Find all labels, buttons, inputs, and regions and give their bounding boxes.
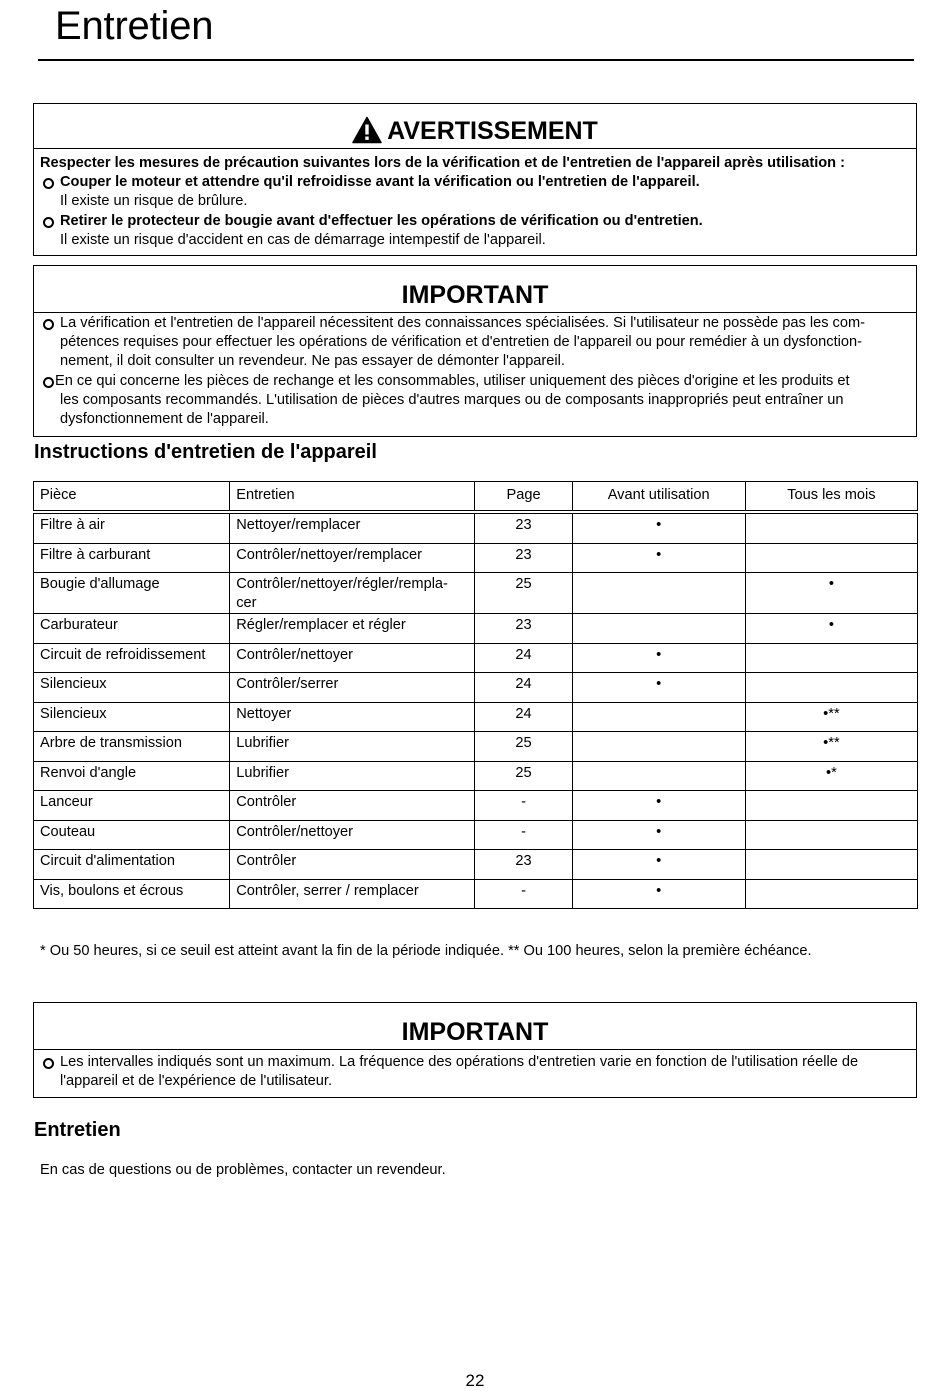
- cell-avant-utilisation: •: [572, 850, 745, 880]
- cell-page: 24: [475, 673, 572, 703]
- important-body: [34, 313, 916, 435]
- cell-piece: Silencieux: [34, 702, 230, 732]
- cell-avant-utilisation: [572, 614, 745, 644]
- important-item: [40, 1053, 910, 1072]
- cell-entretien: Régler/remplacer et régler: [230, 614, 475, 644]
- important-item: [40, 314, 910, 333]
- important-box: [33, 1002, 917, 1098]
- table-row: [34, 673, 918, 703]
- important-box: [33, 265, 917, 437]
- table-body: [34, 512, 918, 909]
- column-header: Avant utilisation: [572, 482, 745, 513]
- column-header: Pièce: [34, 482, 230, 513]
- circle-bullet-icon: [40, 372, 55, 391]
- important-header: [34, 1003, 916, 1050]
- cell-avant-utilisation: •: [572, 643, 745, 673]
- cell-avant-utilisation: •: [572, 543, 745, 573]
- table-row: [34, 850, 918, 880]
- cell-page: 24: [475, 643, 572, 673]
- cell-piece: Couteau: [34, 820, 230, 850]
- cell-entretien: Lubrifier: [230, 761, 475, 791]
- cell-entretien: Lubrifier: [230, 732, 475, 762]
- important-heading: IMPORTANT: [401, 281, 549, 309]
- cell-page: 25: [475, 732, 572, 762]
- important-text: En ce qui concerne les pièces de rechange et les consommables, utiliser uniquement des pièces d'origine et les produits et: [55, 372, 850, 389]
- important-heading: IMPORTANT: [401, 1018, 549, 1046]
- cell-page: -: [475, 879, 572, 909]
- important-text: pétences requises pour effectuer les opérations de vérification et d'entretien de l'appareil ou pour remédier à un dysfonction-: [60, 334, 862, 351]
- table-row: [34, 702, 918, 732]
- table-row: [34, 879, 918, 909]
- table-row: [34, 573, 918, 614]
- section-heading-instructions: Instructions d'entretien de l'appareil: [34, 441, 377, 463]
- cell-tous-les-mois: [745, 512, 917, 543]
- warning-item: [40, 212, 910, 231]
- table-header-row: [34, 482, 918, 513]
- cell-piece: Arbre de transmission: [34, 732, 230, 762]
- warning-header: [34, 104, 916, 149]
- circle-bullet-icon: [40, 1053, 60, 1072]
- cell-entretien: Contrôler: [230, 791, 475, 821]
- cell-tous-les-mois: [745, 643, 917, 673]
- cell-piece: Circuit d'alimentation: [34, 850, 230, 880]
- cell-tous-les-mois: [745, 850, 917, 880]
- warning-item-text: Il existe un risque de brûlure.: [60, 193, 248, 210]
- cell-page: 25: [475, 761, 572, 791]
- cell-page: 23: [475, 614, 572, 644]
- cell-piece: Lanceur: [34, 791, 230, 821]
- cell-entretien: Contrôler/nettoyer/remplacer: [230, 543, 475, 573]
- cell-avant-utilisation: [572, 732, 745, 762]
- cell-tous-les-mois: •**: [745, 702, 917, 732]
- cell-piece: Bougie d'allumage: [34, 573, 230, 614]
- cell-entretien: Nettoyer: [230, 702, 475, 732]
- cell-avant-utilisation: •: [572, 791, 745, 821]
- column-header: Page: [475, 482, 572, 513]
- cell-tous-les-mois: •**: [745, 732, 917, 762]
- column-header: Entretien: [230, 482, 475, 513]
- cell-piece: Filtre à air: [34, 512, 230, 543]
- warning-item-bold: Couper le moteur et attendre qu'il refroidisse avant la vérification ou l'entretien de l'appareil.: [60, 174, 700, 191]
- circle-bullet-icon: [40, 212, 60, 231]
- table-row: [34, 732, 918, 762]
- table-row: [34, 614, 918, 644]
- table-row: [34, 820, 918, 850]
- cell-avant-utilisation: [572, 573, 745, 614]
- warning-intro: Respecter les mesures de précaution suivantes lors de la vérification et de l'entretien de l'appareil après utilisation :: [40, 155, 846, 171]
- cell-piece: Vis, boulons et écrous: [34, 879, 230, 909]
- section-heading-entretien: Entretien: [34, 1119, 121, 1141]
- cell-piece: Circuit de refroidissement: [34, 643, 230, 673]
- important-text: l'appareil et de l'expérience de l'utilisateur.: [60, 1073, 333, 1090]
- column-header: Tous les mois: [745, 482, 917, 513]
- cell-page: -: [475, 791, 572, 821]
- cell-tous-les-mois: •: [745, 614, 917, 644]
- warning-item-bold: Retirer le protecteur de bougie avant d'effectuer les opérations de vérification ou d'entretien.: [60, 212, 703, 229]
- maintenance-table: [33, 481, 918, 909]
- circle-bullet-icon: [40, 173, 60, 192]
- warning-triangle-icon: [352, 116, 382, 144]
- cell-page: 23: [475, 543, 572, 573]
- important-body: [34, 1050, 916, 1097]
- warning-heading: AVERTISSEMENT: [387, 117, 598, 145]
- table-row: [34, 761, 918, 791]
- cell-tous-les-mois: •*: [745, 761, 917, 791]
- cell-entretien: Contrôler, serrer / remplacer: [230, 879, 475, 909]
- cell-avant-utilisation: •: [572, 820, 745, 850]
- page-number: 22: [465, 1371, 485, 1390]
- important-item: [40, 372, 910, 391]
- important-header: [34, 266, 916, 313]
- important-text: dysfonctionnement de l'appareil.: [60, 411, 269, 428]
- table-footnote: * Ou 50 heures, si ce seuil est atteint avant la fin de la période indiquée. ** Ou 100 heures, selon la première échéance.: [40, 943, 812, 959]
- cell-avant-utilisation: [572, 702, 745, 732]
- cell-avant-utilisation: [572, 761, 745, 791]
- cell-tous-les-mois: [745, 820, 917, 850]
- warning-item-text: Il existe un risque d'accident en cas de démarrage intempestif de l'appareil.: [60, 231, 546, 248]
- table-row: [34, 543, 918, 573]
- cell-page: 23: [475, 512, 572, 543]
- cell-tous-les-mois: [745, 879, 917, 909]
- important-text: nement, il doit consulter un revendeur. Ne pas essayer de démonter l'appareil.: [60, 353, 565, 370]
- cell-avant-utilisation: •: [572, 512, 745, 543]
- cell-entretien: Contrôler/nettoyer/régler/rempla- cer: [230, 573, 475, 614]
- circle-bullet-icon: [40, 314, 60, 333]
- cell-avant-utilisation: •: [572, 879, 745, 909]
- cell-page: 25: [475, 573, 572, 614]
- cell-piece: Carburateur: [34, 614, 230, 644]
- cell-entretien: Contrôler/nettoyer: [230, 820, 475, 850]
- cell-tous-les-mois: [745, 673, 917, 703]
- cell-tous-les-mois: [745, 791, 917, 821]
- cell-piece: Silencieux: [34, 673, 230, 703]
- cell-entretien: Contrôler/serrer: [230, 673, 475, 703]
- page-title: Entretien: [55, 4, 214, 48]
- cell-entretien: Contrôler/nettoyer: [230, 643, 475, 673]
- cell-page: 24: [475, 702, 572, 732]
- warning-box: [33, 103, 917, 256]
- entretien-text: En cas de questions ou de problèmes, contacter un revendeur.: [40, 1162, 446, 1178]
- table-row: [34, 643, 918, 673]
- important-text: Les intervalles indiqués sont un maximum. La fréquence des opérations d'entretien varie en fonction de l'utilisation réelle de: [60, 1054, 859, 1070]
- warning-body: [34, 149, 916, 256]
- cell-entretien: Nettoyer/remplacer: [230, 512, 475, 543]
- table-row: [34, 791, 918, 821]
- cell-page: 23: [475, 850, 572, 880]
- cell-piece: Renvoi d'angle: [34, 761, 230, 791]
- title-rule: [38, 59, 914, 61]
- table-row: [34, 512, 918, 543]
- warning-item: [40, 173, 910, 192]
- cell-tous-les-mois: •: [745, 573, 917, 614]
- cell-entretien: Contrôler: [230, 850, 475, 880]
- cell-piece: Filtre à carburant: [34, 543, 230, 573]
- important-text: les composants recommandés. L'utilisation de pièces d'autres marques ou de composants inappropriés peut entraîner un: [60, 391, 844, 408]
- cell-tous-les-mois: [745, 543, 917, 573]
- cell-avant-utilisation: •: [572, 673, 745, 703]
- important-text: La vérification et l'entretien de l'appareil nécessitent des connaissances spécialisées. Si l'utilisateur ne possède pas les com-: [60, 315, 865, 331]
- cell-page: -: [475, 820, 572, 850]
